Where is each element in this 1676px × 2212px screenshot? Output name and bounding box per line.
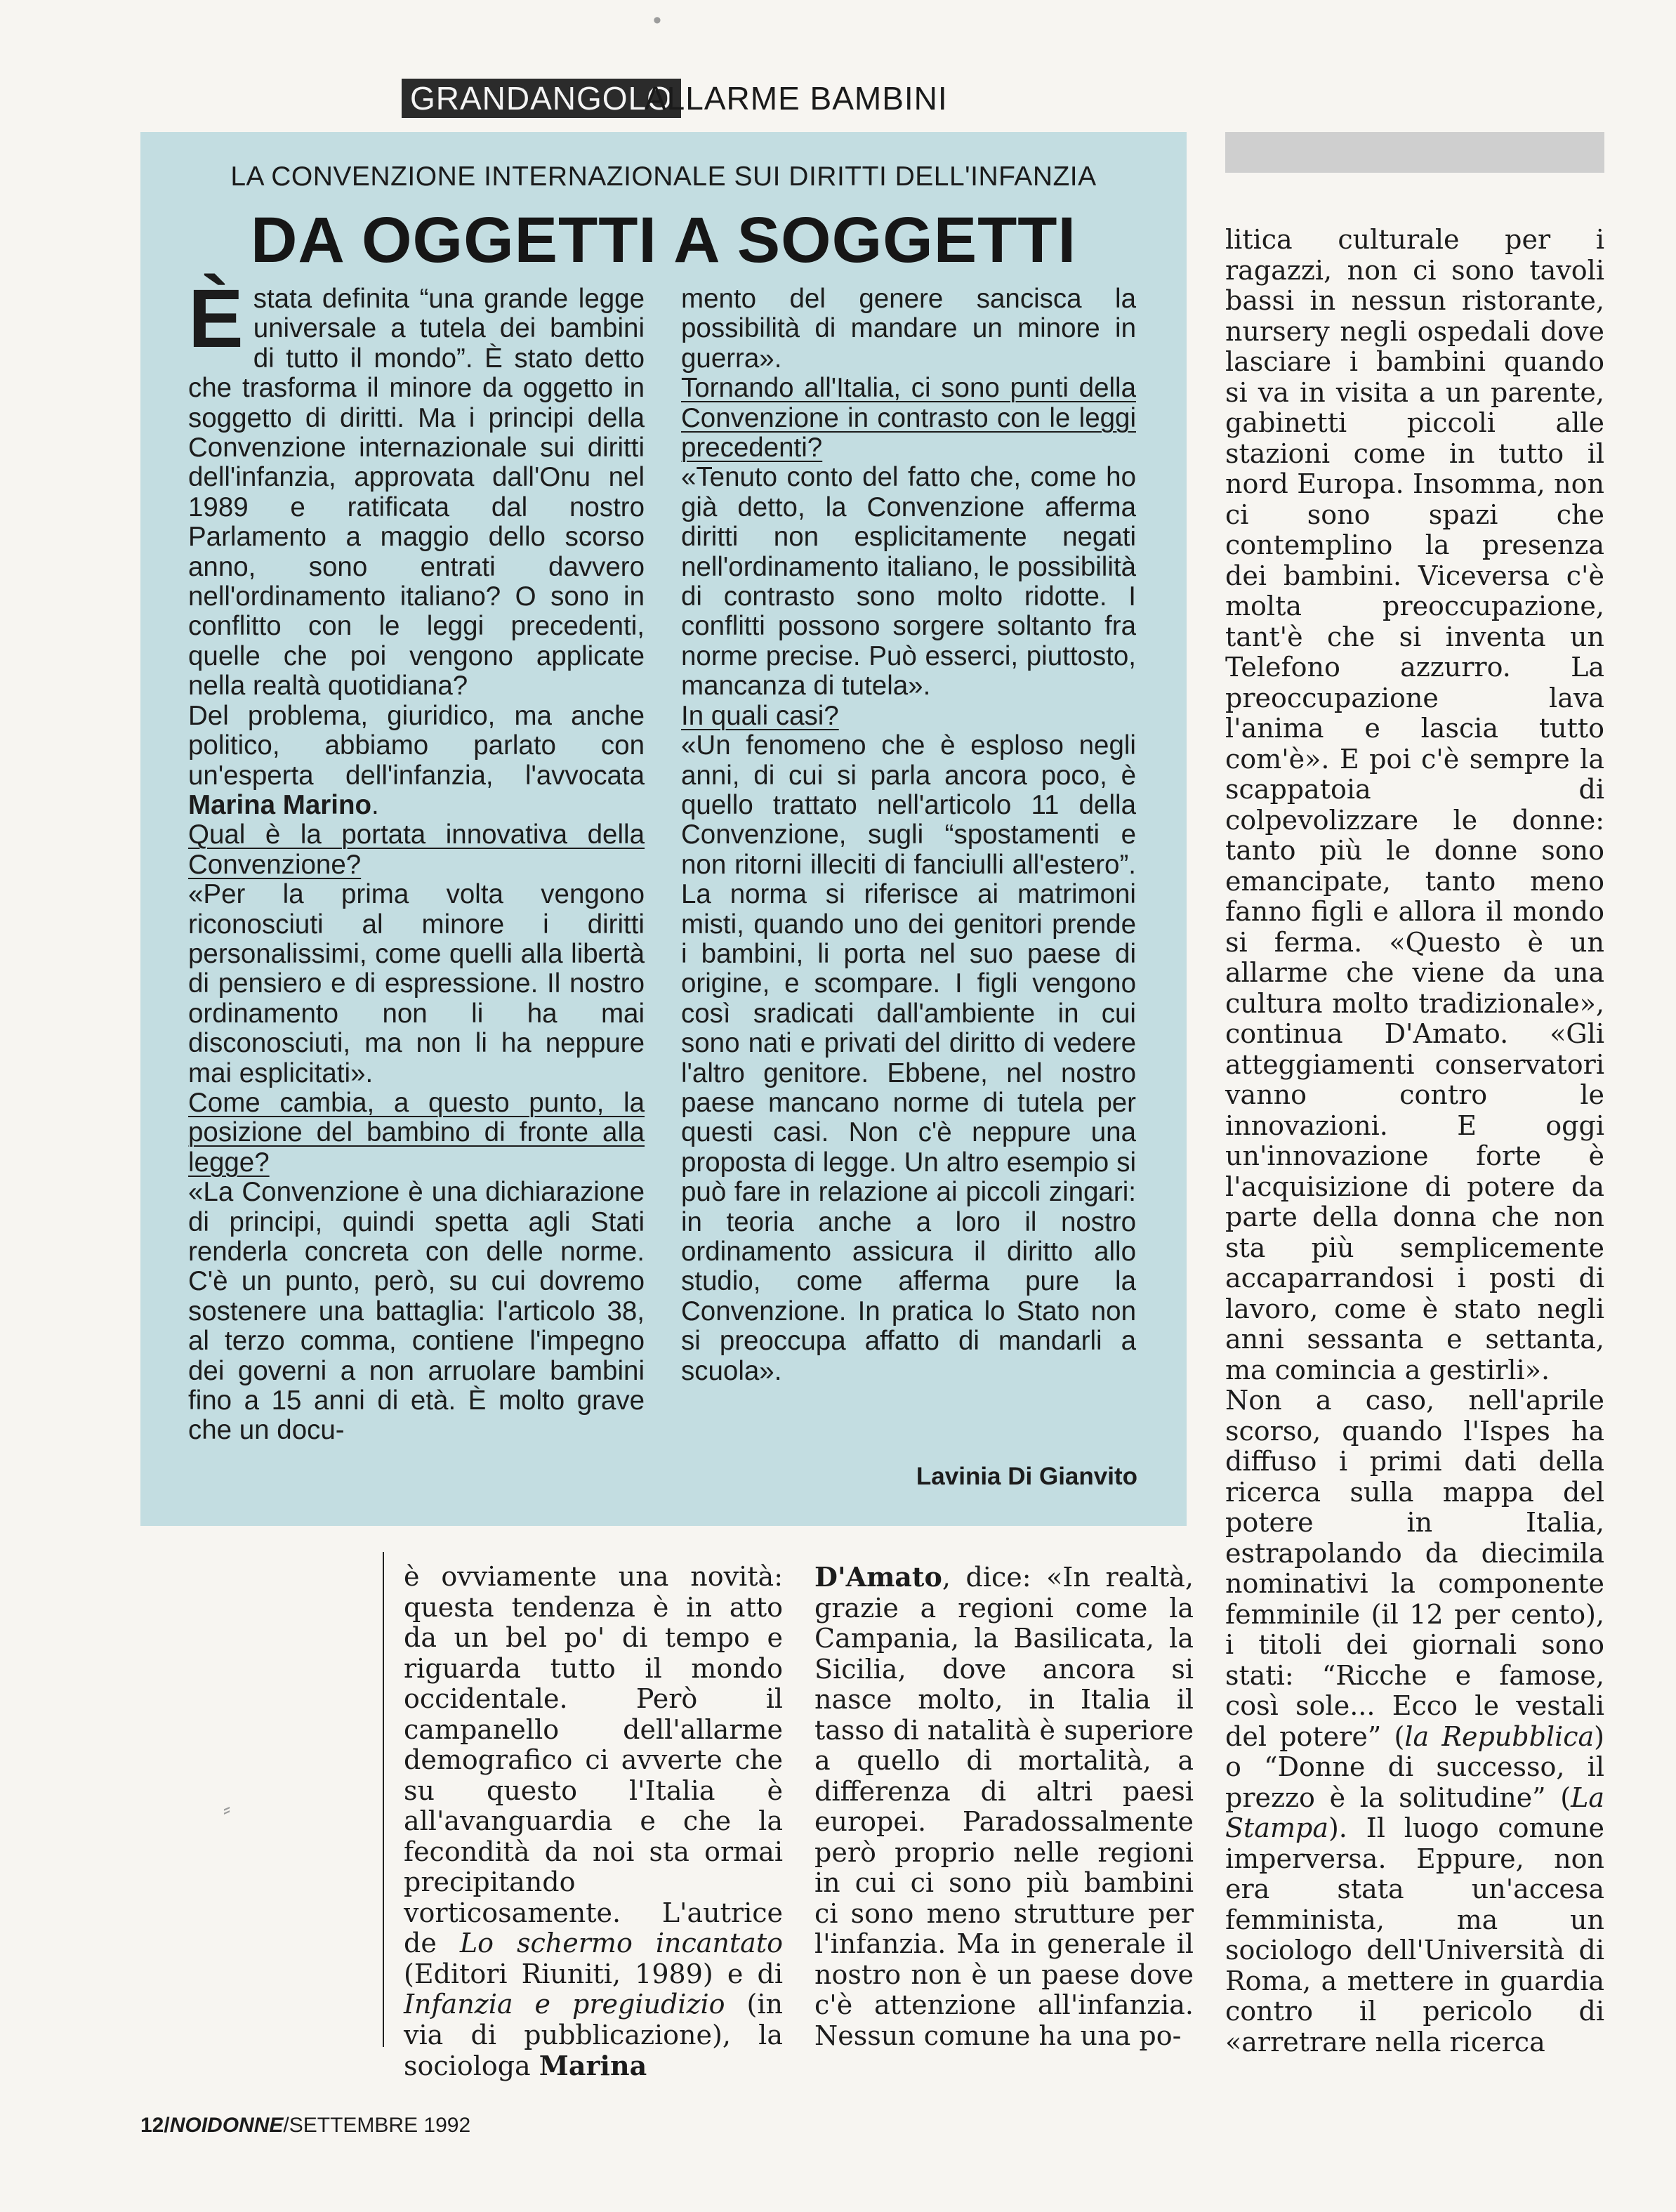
book-title: Lo schermo incantato: [459, 1928, 783, 1958]
column-rule: [383, 1552, 384, 2047]
newspaper-name: la Repubblica: [1404, 1720, 1595, 1752]
page-footer: [140, 2114, 470, 2138]
interviewee-name: Marina Marino: [188, 789, 371, 820]
interview-answer: «Tenuto conto del fatto che, come ho già detto, la Convenzione afferma diritti non esplicitamente negati nell'ordinamento italiano, le possibilità di contrasto sono molto ridotte. I conflitti possono sorgere soltanto fra norme precise. Può esserci, piuttosto, mancanza di tutela».: [681, 462, 1136, 702]
box-column-2: [681, 284, 1136, 1386]
section-title: ALLARME BAMBINI: [645, 80, 948, 117]
box-headline: DA OGGETTI A SOGGETTI: [250, 204, 1077, 276]
interview-answer: «Un fenomeno che è esploso negli anni, di cui si parla ancora poco, è quello trattato nell'articolo 11 della Convenzione, sugli “spostamenti e non ritorni illeciti di fanciulli all'estero”. La norma si riferisce ai matrimoni misti, quando uno dei genitori prende i bambini, li porta nel suo paese di origine, e scompare. I figli vengono così sradicati dall'ambiente in cui sono nati e privati del diritto di vedere l'altro genitore. Ebbene, nel nostro paese mancano norme di tutela per questi casi. Non c'è neppure una proposta di legge. Un altro esempio si può fare in relazione ai piccoli zingari: in teoria anche a loro il nostro ordinamento assicura il diritto allo studio, come afferma pure la Convenzione. In pratica lo Stato non si preoccupa affatto di mandarli a scuola».: [681, 730, 1136, 1386]
issue-date: /SETTEMBRE 1992: [283, 2114, 471, 2137]
box-paragraph: Del problema, giuridico, ma anche politico, abbiamo parlato con un'esperta dell'infanzia, l'avvocata: [188, 700, 645, 791]
article-column-c: litica culturale per i ragazzi, non ci sono tavoli bassi in nessun ristorante, nursery negli ospedali dove lasciare i bambini quando si va in visita a un parente, gabinetti piccoli alle stazioni come in tutto il nord Europa. Insomma, non ci sono spazi che contemplino la presenza dei bambini. Viceversa c'è molta preoccupazione, tant'è che si inventa un Telefono azzurro. La preoccupazione lava l'anima e lascia tutto com'è». E poi c'è sempre la scappatoia di colpevolizzare le donne: tanto più le donne sono emancipate, tanto meno fanno figli e allora il mondo si ferma. «Questo è un allarme che viene da una cultura molto tradizionale», continua D'Amato. «Gli atteggiamenti conservatori vanno contro le innovazioni. E oggi un'innovazione forte è l'acquisizione di potere da parte della donna che non sta più semplicemente accaparrandosi i posti di lavoro, come è stato negli anni sessanta e settanta, ma comincia a gestirli». Non a caso, nell'aprile scorso, quando l'Ispes ha diffuso i primi dati della ricerca sulla mappa del potere in Italia, estrapolando da diecimila nominativi la componente femminile (il 12 per cento), i titoli dei giornali sono stati: “Ricche e famose, così sole... Ecco le vestali del potere” (la Repubblica) o “Donne di successo, il prezzo è la solitudine” (La Stampa). Il luogo comune imperversa. Eppure, non era stata un'accesa femminista, ma un sociologo dell'Università di Roma, a mettere in guardia contro il pericolo di «arretrare nella ricerca: [1225, 224, 1604, 2058]
interview-question: Qual è la portata innovativa della Convenzione?: [188, 819, 645, 880]
article-column-a: è ovviamente una novità: questa tendenza è in atto da un bel po' di tempo e riguarda tutto il mondo occidentale. Però il campanello dell'allarme demografico ci avverte che su questo l'Italia è all'avanguardia e che la fecondità da noi sta ormai precipitando vorticosamente. L'autrice de Lo schermo incantato (Editori Riuniti, 1989) e di Infanzia e pregiudizio (in via di pubblicazione), la sociologa Marina: [404, 1561, 783, 2081]
author-signature: Lavinia Di Gianvito: [916, 1463, 1137, 1490]
box-paragraph: stata definita “una grande legge universale a tutela dei bambini di tutto il mondo”. È stato detto che trasforma il minore da oggetto in soggetto di diritti. Ma i principi della Convenzione internazionale sui diritti dell'infanzia, approvata dall'Onu nel 1989 e ratificata dal nostro Parlamento a maggio dello scorso anno, sono entrati davvero nell'ordinamento italiano? O sono in conflitto con le leggi precedenti, quelle che poi vengono applicate nella realtà quotidiana?: [188, 284, 645, 702]
person-name: Marina: [539, 2050, 647, 2081]
drop-cap: È: [188, 272, 244, 365]
print-mark: •: [653, 7, 661, 34]
interview-question: In quali casi?: [681, 700, 839, 731]
person-name: D'Amato: [814, 1561, 942, 1593]
interview-question: Come cambia, a questo punto, la posizione del bambino di fronte alla legge?: [188, 1087, 645, 1178]
book-title: Infanzia e pregiudizio: [404, 1989, 725, 2020]
margin-mark: ⸗: [223, 1798, 230, 1821]
newspaper-name: La Stampa: [1225, 1782, 1604, 1843]
interview-answer: mento del genere sancisca la possibilità di mandare un minore in guerra».: [681, 284, 1136, 374]
interview-answer: «La Convenzione è una dichiarazione di principi, quindi spetta agli Stati renderla concreta con delle norme. C'è un punto, però, su cui dovremo sostenere una battaglia: l'articolo 38, al terzo comma, contiene l'impegno dei governi a non arruolare bambini fino a 15 anni di età. È molto grave che un docu-: [188, 1177, 645, 1446]
decorative-grey-bar: [1225, 132, 1604, 173]
interview-answer: «Per la prima volta vengono riconosciuti al minore i diritti personalissimi, come quelli alla libertà di pensiero e di espressione. Il nostro ordinamento non li ha mai disconosciuti, ma non li ha neppure mai esplicitati».: [188, 879, 645, 1088]
box-column-1: Èstata definita “una grande legge universale a tutela dei bambini di tutto il mondo”. È stato detto che trasforma il minore da oggetto in soggetto di diritti. Ma i principi della Convenzione internazionale sui diritti dell'infanzia, approvata dall'Onu nel 1989 e ratificata dal nostro Parlamento a maggio dello scorso anno, sono entrati davvero nell'ordinamento italiano? O sono in conflitto con le leggi precedenti, quelle che poi vengono applicate nella realtà quotidiana? Del problema, giuridico, ma anche politico, abbiamo parlato con un'esperta dell'infanzia, l'avvocata Marina Marino. Qual è la portata innovativa della Convenzione? «Per la prima volta vengono riconosciuti al minore i diritti personalissimi, come quelli alla libertà di pensiero e di espressione. Il nostro ordinamento non li ha mai disconosciuti, ma non li ha neppure mai esplicitati». Come cambia, a questo punto, la posizione del bambino di fronte alla legge? «La Convenzione è una dichiarazione di principi, quindi spetta agli Stati renderla concreta con delle norme. C'è un punto, però, su cui dovremo sostenere una battaglia: l'articolo 38, al terzo comma, contiene l'impegno dei governi a non arruolare bambini fino a 15 anni di età. È molto grave che un docu-: [188, 272, 645, 1446]
article-column-b: D'Amato, dice: «In realtà, grazie a regioni come la Campania, la Basilicata, la Sicilia, dove ancora si nasce molto, in Italia il tasso di natalità è superiore a quello di mortalità, a differenza di altri paesi europei. Paradossalmente però proprio nelle regioni in cui ci sono più bambini ci sono meno strutture per l'infanzia. Ma in generale il nostro non è un paese dove c'è attenzione all'infanzia. Nessun comune ha una po-: [814, 1561, 1194, 2051]
page-number: 12/: [140, 2114, 170, 2137]
box-kicker: LA CONVENZIONE INTERNAZIONALE SUI DIRITTI DELL'INFANZIA: [230, 162, 1097, 192]
section-tag: GRANDANGOLO: [402, 79, 681, 118]
interview-question: Tornando all'Italia, ci sono punti della Convenzione in contrasto con le leggi precedenti?: [681, 373, 1136, 463]
magazine-name: NOIDONNE: [169, 2114, 284, 2137]
